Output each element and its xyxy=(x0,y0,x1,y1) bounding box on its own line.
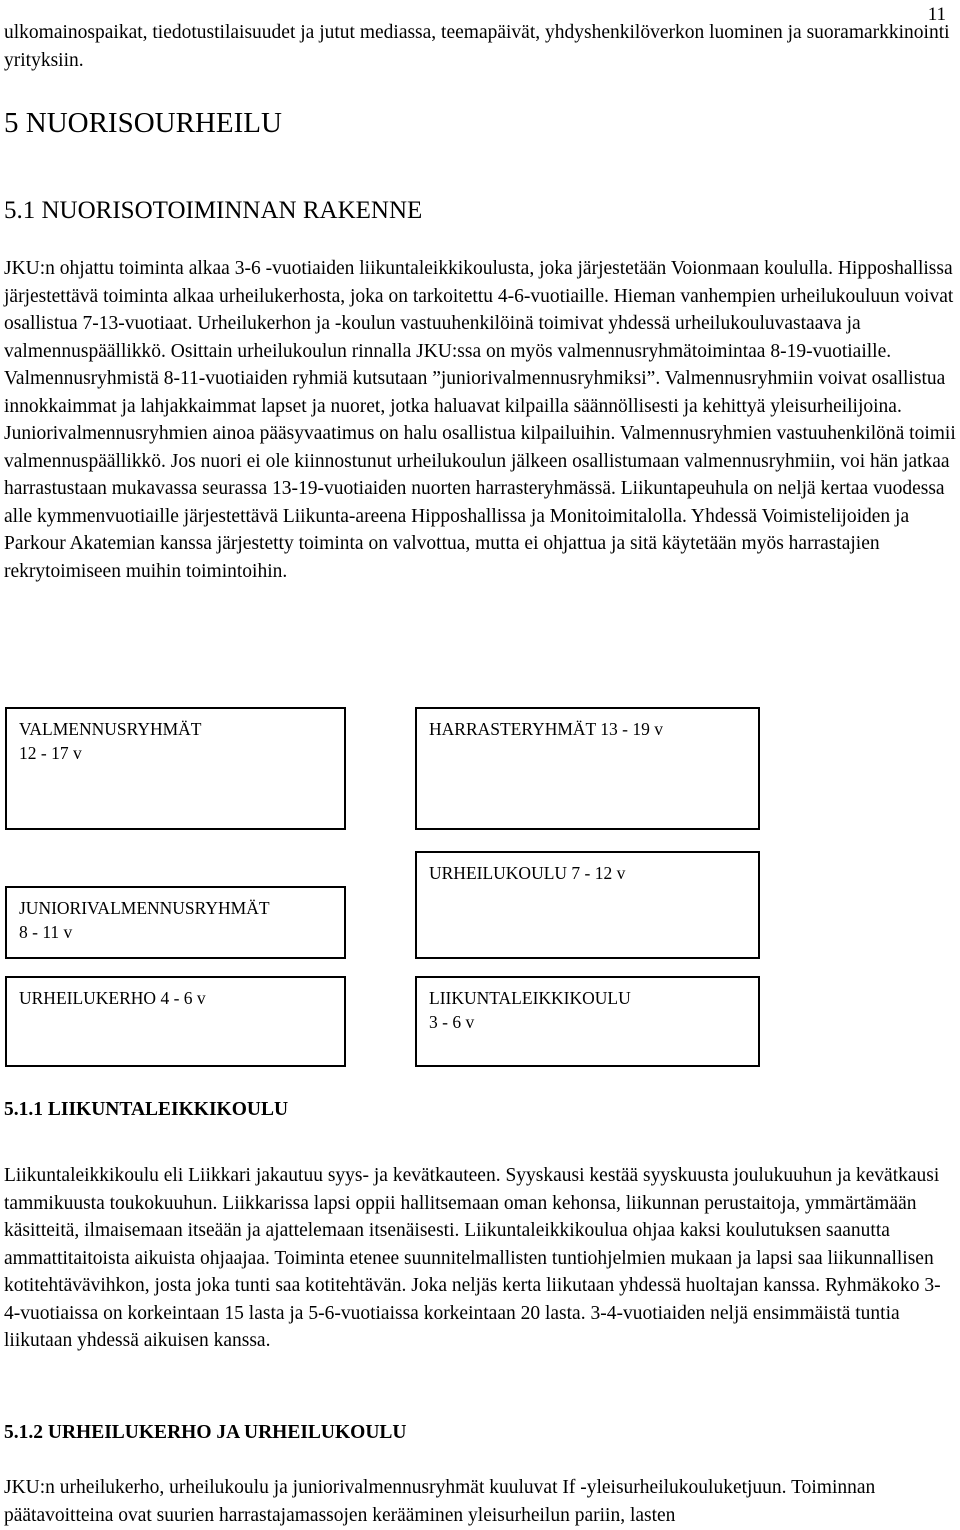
subsubsection-heading-liikuntaleikkikoulu: 5.1.1 LIIKUNTALEIKKIKOULU xyxy=(4,1099,289,1120)
subsection-heading: 5.1 NUORISOTOIMINNAN RAKENNE xyxy=(4,197,423,224)
box-juniorivalmennusryhmat xyxy=(5,886,346,959)
box-juniorivalmennusryhmat-title: JUNIORIVALMENNUSRYHMÄT xyxy=(19,898,270,918)
box-urheilukerho xyxy=(5,976,346,1067)
box-harrasteryhmat xyxy=(415,707,760,830)
subsubsection-heading-urheilukerho: 5.1.2 URHEILUKERHO JA URHEILUKOULU xyxy=(4,1422,407,1443)
box-liikuntaleikkikoulu xyxy=(415,976,760,1067)
structure-paragraph: JKU:n ohjattu toiminta alkaa 3-6 -vuotiaiden liikuntaleikkikoulusta, joka järjestetään Voionmaan koululla. Hipposhallissa järjestettävä toiminta alkaa urheilukerhosta, joka on tarkoitettu 4-6-vuotiaille. Hieman vanhempien urheilukouluun voivat osallistua 7-13-vuotiaat. Urheilukerhon ja -koulun vastuuhenkilöinä toimivat yhdessä urheilukouluvastaava ja valmennuspäällikkö. Osittain urheilukoulun rinnalla JKU:ssa on myös valmennusryhmätoimintaa 8-19-vuotiaille. Valmennusryhmistä 8-11-vuotiaiden ryhmiä kutsutaan ”juniorivalmennusryhmiksi”. Valmennusryhmiin voivat osallistua innokkaimmat ja lahjakkaimmat lapset ja nuoret, jotka haluavat kilpailla säännöllisesti ja kehittyä yleisurheilijoina. Juniorivalmennusryhmien ainoa pääsyvaatimus on halu osallistua kilpailuihin. Valmennusryhmien vastuuhenkilönä toimii valmennuspäällikkö. Jos nuori ei ole kiinnostunut urheilukoulun jälkeen osallistumaan valmennusryhmiin, voi hän jatkaa harrastustaan mukavassa seurassa 13-19-vuotiaiden nuorten harrasteryhmässä. Liikuntapeuhula on neljä kertaa vuodessa alle kymmenvuotiaille järjestettävä Liikunta-areena Hipposhallissa ja Monitoimitalolla. Yhdessä Voimistelijoiden ja Parkour Akatemian kanssa järjestetty toiminta on valvottua, mutta ei ohjattua ja sitä käytetään myös harrastajien rekrytoimiseen muihin toimintoihin. xyxy=(4,258,956,582)
section-heading: 5 NUORISOURHEILU xyxy=(4,107,282,139)
box-urheilukoulu xyxy=(415,851,760,959)
urheilukerho-paragraph: JKU:n urheilukerho, urheilukoulu ja juniorivalmennusryhmät kuuluvat If -yleisurheilukouluketjuun. Toiminnan päätavoitteina ovat suurien harrastajamassojen kerääminen yleisurheilun pariin, lasten xyxy=(4,1477,876,1526)
page-number: 11 xyxy=(927,4,946,25)
box-valmennusryhmat-age: 12 - 17 v xyxy=(19,743,82,763)
box-valmennusryhmat xyxy=(5,707,346,830)
box-urheilukoulu-title: URHEILUKOULU 7 - 12 v xyxy=(429,863,626,883)
box-harrasteryhmat-title: HARRASTERYHMÄT 13 - 19 v xyxy=(429,719,664,739)
box-liikuntaleikkikoulu-age: 3 - 6 v xyxy=(429,1012,475,1032)
box-valmennusryhmat-title: VALMENNUSRYHMÄT xyxy=(19,719,202,739)
box-urheilukerho-title: URHEILUKERHO 4 - 6 v xyxy=(19,988,206,1008)
box-liikuntaleikkikoulu-title: LIIKUNTALEIKKIKOULU xyxy=(429,988,631,1008)
intro-paragraph: ulkomainospaikat, tiedotustilaisuudet ja jutut mediassa, teemapäivät, yhdyshenkilöverkon luominen ja suoramarkkinointi yrityksiin. xyxy=(4,22,950,71)
liikuntaleikkikoulu-paragraph: Liikuntaleikkikoulu eli Liikkari jakautuu syys- ja kevätkauteen. Syyskausi kestää syyskuusta joulukuuhun ja kevätkausi tammikuusta toukokuuhun. Liikkarissa lapsi oppii hallitsemaan oman kehonsa, liikunnan perustaitoja, ymmärtämään käsitteitä, ilmaisemaan itseään ja ajattelemaan itsenäisesti. Liikuntaleikkikoulua ohjaa kaksi koulutuksen saanutta ammattitaitoista aikuista ohjaajaa. Toiminta etenee suunnitelmallisten tuntiohjelmien mukaan ja lapsi saa liikunnallisen kotitehtävävihkon, josta joka tunti saa kotitehtävän. Joka neljäs kerta liikutaan yhdessä huoltajan kanssa. Ryhmäkoko 3-4-vuotiaissa on korkeintaan 15 lasta ja 5-6-vuotiaissa korkeintaan 20 lasta. 3-4-vuotiaiden neljä ensimmäistä tuntia liikutaan yhdessä aikuisen kanssa. xyxy=(4,1165,941,1351)
box-juniorivalmennusryhmat-age: 8 - 11 v xyxy=(19,922,73,942)
